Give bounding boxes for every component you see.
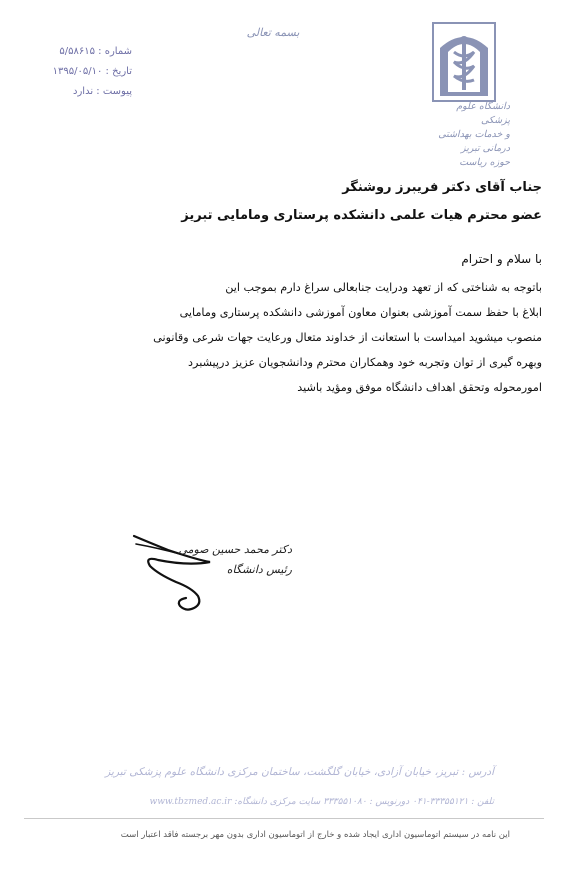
letter-meta (20, 42, 132, 102)
footer-divider (24, 818, 544, 819)
university-name-line: حوزه ریاست (459, 157, 510, 168)
addressee-title: عضو محترم هیات علمی دانشکده پرستاری ومامایی تبریز (181, 208, 542, 223)
body-line: امورمحوله وتحقق اهداف دانشگاه موفق ومؤید باشید (297, 381, 542, 394)
body-line: ابلاغ با حفظ سمت آموزشی بعنوان معاون آموزشی دانشکده پرستاری ومامایی (179, 306, 542, 319)
footer-contact: تلفن : ۳۳۳۵۵۱۲۱-۰۴۱ دورنویس : ۳۳۳۵۵۱۰۸۰ سایت مرکزی دانشگاه: www.tbzmed.ac.ir (149, 797, 494, 807)
letter-date: تاریخ : ۱۳۹۵/۰۵/۱۰ (52, 66, 132, 77)
signatory-title: رئیس دانشگاه (226, 563, 292, 576)
body-line: وبهره گیری از توان وتجربه خود وهمکاران محترم ودانشجویان عزیز درپیشبرد (188, 356, 542, 369)
body-line: منصوب میشوید امیداست با استعانت از خداوند متعال ورعایت جهات شرعی وقانونی (153, 331, 542, 344)
university-name (430, 100, 510, 170)
body-line: باتوجه به شناختی که از تعهد ودرایت جنابعالی سراغ دارم بموجب این (225, 281, 542, 294)
university-name-line: و خدمات بهداشتی درمانی تبریز (438, 129, 510, 154)
letter-body (22, 275, 542, 400)
signature-block (178, 540, 292, 580)
university-name-line: دانشگاه علوم پزشکی (456, 101, 510, 126)
greeting: با سلام و احترام (461, 252, 542, 266)
letter-attachment: پیوست : ندارد (73, 86, 132, 97)
footer-address: آدرس : تبریز، خیابان آزادی، خیابان گلگشت، ساختمان مرکزی دانشگاه علوم پزشکی تبریز (105, 766, 494, 778)
basmala: بسمه تعالی (246, 26, 300, 39)
footer-disclaimer: این نامه در سیستم اتوماسیون اداری ایجاد شده و خارج از اتوماسیون اداری بدون مهر برجسته فاقد اعتبار است (120, 830, 510, 840)
university-logo-icon (432, 22, 496, 102)
letter-number: شماره : ۵/۵۸۶۱۵ (59, 46, 132, 57)
signatory-name: دکتر محمد حسین صومی (178, 543, 292, 556)
addressee-name: جناب آقای دکتر فریبرز روشنگر (342, 180, 542, 195)
